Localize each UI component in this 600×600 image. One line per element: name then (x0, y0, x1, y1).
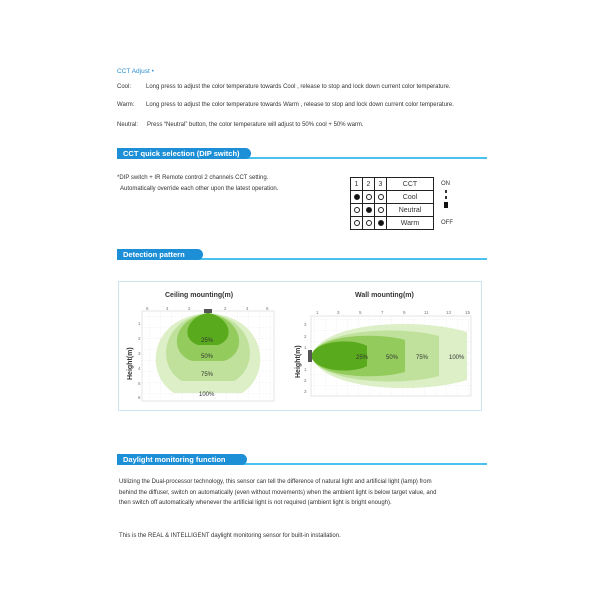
ceiling-chart (138, 305, 278, 405)
wall-xtick: 5 (359, 310, 362, 315)
dip-switch-off-dot (378, 194, 384, 200)
dip-table (350, 177, 434, 230)
ceiling-ytick: 1 (138, 321, 141, 326)
wall-xtick: 13 (446, 310, 452, 315)
ceiling-ytick: 6 (138, 395, 141, 400)
detection-heading: Detection pattern (117, 249, 203, 260)
wall-xtick: 9 (403, 310, 406, 315)
dip-switch-on-dot (366, 207, 372, 213)
ceiling-title: Ceiling mounting(m) (165, 292, 234, 299)
dip-switch-on-dot (378, 220, 384, 226)
on-label: ON (441, 181, 450, 187)
wall-xtick: 11 (424, 310, 429, 315)
ceiling-ytick: 4 (138, 366, 141, 371)
ceiling-ytick: 3 (138, 351, 141, 356)
ceiling-label-25: 25% (201, 338, 214, 344)
wall-label-75: 75% (416, 355, 429, 361)
daylight-heading: Daylight monitoring function (117, 454, 247, 465)
ceiling-sensor-icon (204, 309, 212, 313)
dip-switch-on-dot (354, 194, 360, 200)
wall-label-25: 25% (356, 355, 369, 361)
ceiling-ytick: 2 (138, 336, 141, 341)
dip-label-neutral: Neutral (387, 204, 434, 217)
ceiling-label-75: 75% (201, 372, 214, 378)
dip-row-cool (351, 191, 434, 204)
dip-col-cct: CCT (387, 178, 434, 191)
wall-xtick: 15 (465, 310, 471, 315)
dip-switch-off-dot (354, 207, 360, 213)
wall-label-100: 100% (449, 355, 465, 361)
dip-switch-off-dot (366, 220, 372, 226)
wall-ytick: 1 (304, 345, 307, 350)
wall-ytick: 2 (304, 378, 307, 383)
daylight-p1-line2: behind the diffuser, switch on automatically (even without movements) when the ambient light is below target value, and (119, 490, 437, 496)
ceiling-xtick: 6 (146, 306, 149, 311)
cct-adjust-title: CCT Adjust • (117, 68, 154, 75)
ceiling-ylabel: Height(m) (127, 347, 134, 380)
wall-sensor-icon (308, 350, 312, 362)
warm-text: Long press to adjust the color temperature towards Warm , release to stop and lock down current color temperature. (146, 102, 454, 108)
dip-switch-off-dot (366, 194, 372, 200)
dip-switch-off-dot (378, 207, 384, 213)
switch-icon (445, 190, 447, 218)
ceiling-xtick: 2 (224, 306, 227, 311)
dip-row-warm (351, 217, 434, 230)
dip-label-cool: Cool (387, 191, 434, 204)
ceiling-label-100: 100% (199, 392, 215, 398)
dip-col-3: 3 (375, 178, 387, 191)
wall-xtick: 7 (381, 310, 384, 315)
cool-text: Long press to adjust the color temperature towards Cool , release to stop and lock down current color temperature. (146, 84, 451, 90)
dip-section-header (117, 148, 487, 159)
daylight-section-header (117, 454, 487, 465)
dip-line-2: Automatically override each other upon the latest operation. (120, 186, 279, 192)
cool-label: Cool: (117, 84, 132, 90)
dip-row-neutral (351, 204, 434, 217)
daylight-p1-line1: Utilizing the Dual-processor technology, this sensor can tell the difference of natural light and artificial light (lamp) from (119, 479, 432, 485)
wall-title: Wall mounting(m) (355, 292, 414, 299)
daylight-p1-line3: then switch off automatically whenever the artificial light is not required (ambient light is bright enough). (119, 500, 392, 506)
dip-line-1: *DIP switch + IR Remote control 2 channels CCT setting. (117, 175, 269, 181)
dip-col-1: 1 (351, 178, 363, 191)
neutral-text: Press “Neutral” button, the color temperature will adjust to 50% cool + 50% warm. (147, 122, 364, 128)
ceiling-label-50: 50% (201, 354, 214, 360)
daylight-p2: This is the REAL & INTELLIGENT daylight monitoring sensor for built-in installation. (119, 533, 341, 539)
wall-chart (303, 308, 475, 398)
ceiling-xtick: 2 (188, 306, 191, 311)
off-label: OFF (441, 220, 453, 226)
dip-table-header (351, 178, 434, 191)
ceiling-ytick: 5 (138, 381, 141, 386)
dip-label-warm: Warm (387, 217, 434, 230)
wall-xtick: 3 (337, 310, 340, 315)
dip-col-2: 2 (363, 178, 375, 191)
wall-ytick: 1 (304, 367, 307, 372)
wall-ylabel: Height(m) (295, 345, 302, 378)
wall-xtick: 1 (316, 310, 319, 315)
wall-ytick: 3 (304, 389, 307, 394)
dip-heading: CCT quick selection (DIP switch) (117, 148, 251, 159)
wall-label-50: 50% (386, 355, 399, 361)
dip-switch-off-dot (354, 220, 360, 226)
neutral-label: Neutral: (117, 122, 139, 128)
ceiling-xtick: 6 (266, 306, 269, 311)
wall-ytick: 2 (304, 334, 307, 339)
detection-section-header (117, 249, 487, 260)
wall-ytick: 3 (304, 322, 307, 327)
ceiling-xtick: 4 (166, 306, 169, 311)
warm-label: Warm: (117, 102, 135, 108)
ceiling-xtick: 4 (246, 306, 249, 311)
